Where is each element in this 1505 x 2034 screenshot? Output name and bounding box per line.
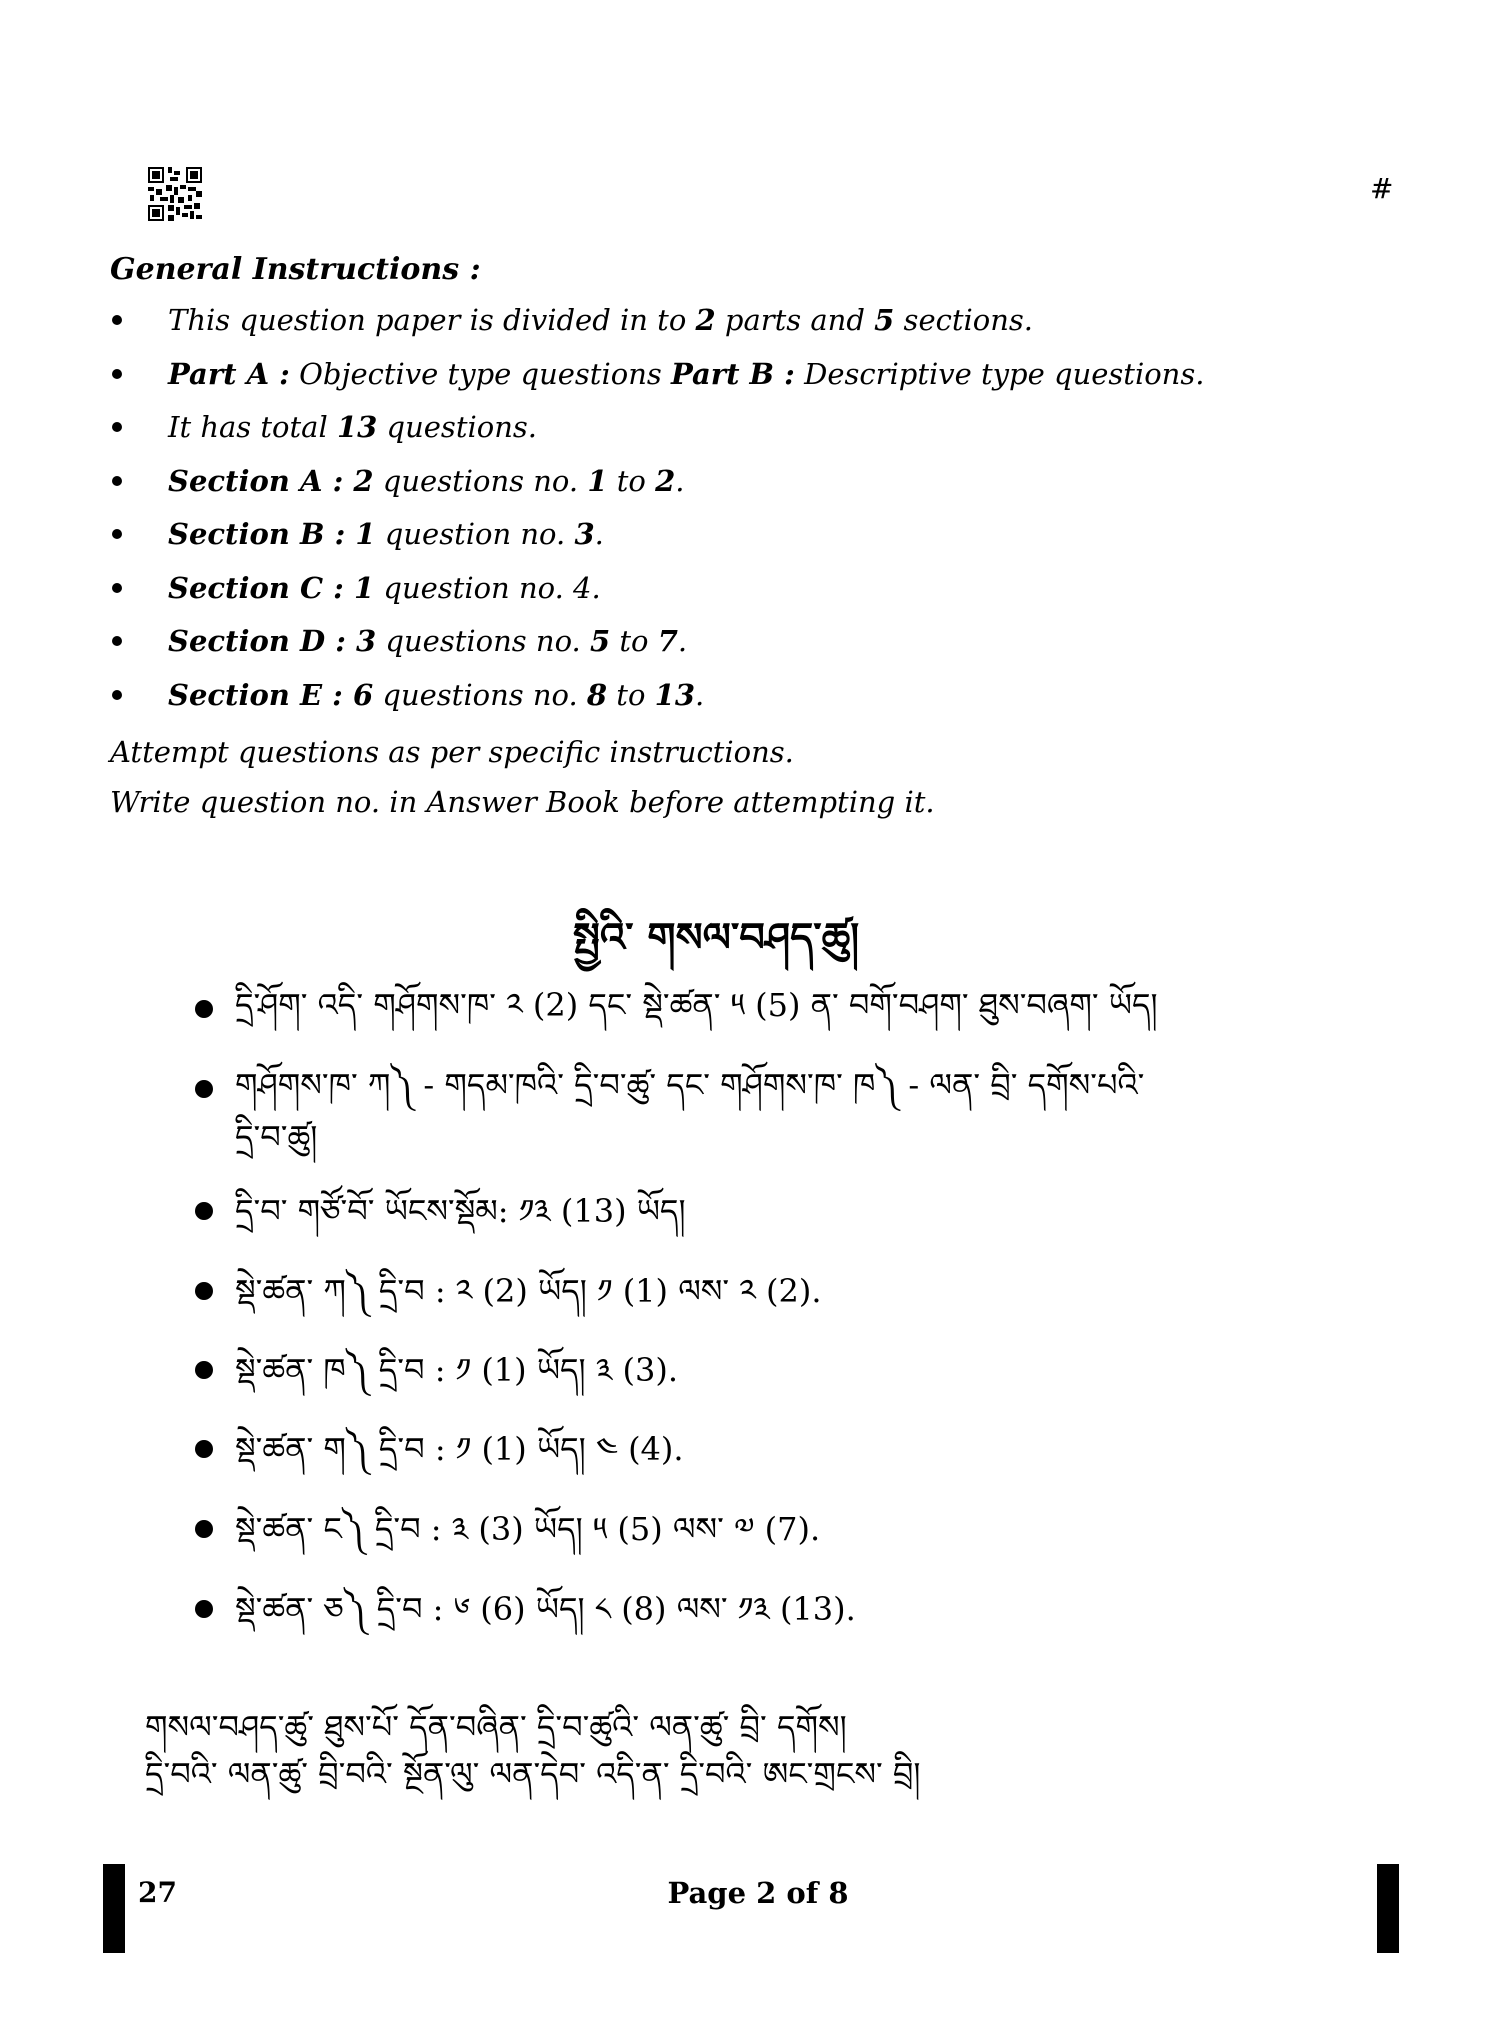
instruction-text: Section A : 2 questions no. 1 to 2. bbox=[168, 463, 685, 498]
tibetan-item-text: སྡེ་ཚན་ ཅ༽ དྲི་བ : ༦ (6) ཡོད། ༨ (8) ལས་ ༡༣ (13). bbox=[235, 1590, 856, 1628]
instruction-note-write: Write question no. in Answer Book before attempting it. bbox=[110, 785, 935, 819]
instruction-text: Section E : 6 questions no. 8 to 13. bbox=[168, 677, 705, 712]
instruction-text: It has total 13 questions. bbox=[168, 410, 537, 444]
bullet-icon bbox=[195, 1440, 213, 1458]
paper-code: 27 bbox=[138, 1876, 177, 1909]
bullet-icon bbox=[112, 636, 122, 646]
tibetan-item-text: དྲི་ཤོག་ འདི་ གཤོགས་ཁ་ ༢ (2) དང་ སྡེ་ཚན་ ༥ (5) ན་ བགོ་བཤག་ ཐུས་བཞག་ ཡོད། bbox=[235, 986, 1158, 1024]
tibetan-item-text: སྡེ་ཚན་ ང༽ དྲི་བ : ༣ (3) ཡོད། ༥ (5) ལས་ ༧ (7). bbox=[235, 1510, 821, 1548]
bullet-icon bbox=[112, 583, 122, 593]
bullet-icon bbox=[195, 1282, 213, 1300]
instruction-text: Part A : Objective type questions Part B : Descriptive type questions. bbox=[168, 356, 1205, 391]
bullet-icon bbox=[195, 1520, 213, 1538]
bullet-icon bbox=[112, 690, 122, 700]
bullet-icon bbox=[112, 315, 122, 325]
tibetan-item-text: དྲི་བ་ གཙོ་བོ་ ཡོངས་སྡོམ: ༡༣ (13) ཡོད། bbox=[235, 1192, 686, 1230]
tibetan-item-text: སྡེ་ཚན་ ཁ༽ དྲི་བ : ༡ (1) ཡོད། ༣ (3). bbox=[235, 1351, 679, 1389]
bullet-icon bbox=[112, 422, 122, 432]
bullet-icon bbox=[112, 369, 122, 379]
page-number: Page 2 of 8 bbox=[667, 1876, 849, 1910]
qr-code-icon bbox=[148, 167, 202, 221]
tibetan-item-text: སྡེ་ཚན་ ཀ༽ དྲི་བ : ༢ (2) ཡོད། ༡ (1) ལས་ ༢ (2). bbox=[235, 1272, 822, 1310]
tibetan-note-line-2: དྲི་བའི་ ལན་ཚུ་ བྲི་བའི་ སྔོན་ལུ་ ལན་དེབ་ འདི་ན་ དྲི་བའི་ ཨང་གྲངས་ བྲི། bbox=[145, 1755, 921, 1793]
bullet-icon bbox=[195, 1202, 213, 1220]
instruction-text: Section B : 1 question no. 3. bbox=[168, 517, 604, 551]
tibetan-instructions-title: སྤྱིའི་ གསལ་བཤད་ཚུ། bbox=[572, 914, 860, 961]
instruction-note-attempt: Attempt questions as per specific instructions. bbox=[110, 735, 794, 769]
general-instructions-title: General Instructions : bbox=[110, 252, 481, 287]
bullet-icon bbox=[112, 476, 122, 486]
page-marker: # bbox=[1370, 172, 1394, 205]
tibetan-item-text-continued: དྲི་བ་ཚུ། bbox=[235, 1118, 318, 1156]
tibetan-item-text: སྡེ་ཚན་ ག༽ དྲི་བ : ༡ (1) ཡོད། ༤ (4). bbox=[235, 1430, 684, 1468]
footer-right-bar bbox=[1377, 1864, 1399, 1953]
bullet-icon bbox=[112, 529, 122, 539]
tibetan-note-line-1: གསལ་བཤད་ཚུ་ ཐུས་པོ་ དོན་བཞིན་ དྲི་བ་ཚུའི་ ལན་ཚུ་ བྲི་ དགོས། bbox=[145, 1708, 847, 1746]
tibetan-item-text: གཤོགས་ཁ་ ཀ༽ - གདམ་ཁའི་ དྲི་བ་ཚུ་ དང་ གཤོགས་ཁ་ ཁ༽ - ལན་ བྲི་ དགོས་པའི་ bbox=[235, 1066, 1145, 1104]
bullet-icon bbox=[195, 1000, 213, 1018]
instruction-text: Section C : 1 question no. 4. bbox=[168, 570, 601, 605]
instruction-text: Section D : 3 questions no. 5 to 7. bbox=[168, 624, 688, 658]
bullet-icon bbox=[195, 1080, 213, 1098]
bullet-icon bbox=[195, 1600, 213, 1618]
instruction-text: This question paper is divided in to 2 parts and 5 sections. bbox=[168, 303, 1034, 337]
bullet-icon bbox=[195, 1361, 213, 1379]
